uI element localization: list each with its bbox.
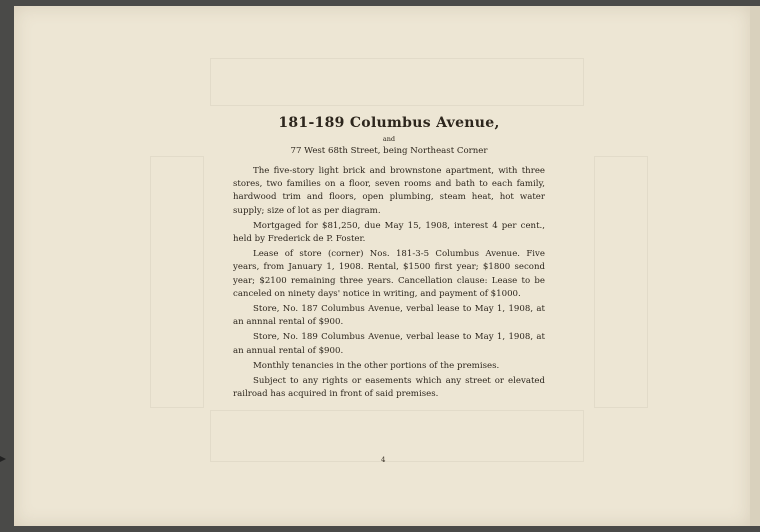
property-title: 181-189 Columbus Avenue,: [278, 115, 500, 131]
document-page: [14, 6, 750, 526]
paragraph-store-187: Store, No. 187 Columbus Avenue, verbal lease to May 1, 1908, at an annnal rental of $900.: [233, 304, 545, 328]
page-number: 4: [381, 456, 386, 464]
paragraph-easements: Subject to any rights or easements which any street or elevated railroad has acquired in front of said premises.: [233, 376, 545, 400]
bleed-through-frame: [210, 410, 584, 462]
title-connector: and: [382, 135, 396, 143]
bleed-through-frame: [594, 156, 648, 408]
margin-tick-mark: [0, 456, 6, 462]
page-edge: [750, 6, 760, 526]
paragraph-corner-lease: Lease of store (corner) Nos. 181-3-5 Columbus Avenue. Five years, from January 1, 1908. Rental, $1500 first year; $1800 second year; $2100 remaining three years. Cancellation clause: Lease to be canceled on ninety days' notice in writing, and payment of $1000.: [233, 249, 545, 299]
document-body: [233, 114, 545, 403]
paragraph-mortgage: Mortgaged for $81,250, due May 15, 1908, interest 4 per cent., held by Frederick de P. Foster.: [233, 220, 545, 245]
property-subtitle: 77 West 68th Street, being Northeast Corner: [290, 146, 488, 156]
paragraph-description: The five-story light brick and brownstone apartment, with three stores, two families on a floor, seven rooms and bath to each family, hardwood trim and floors, open plumbing, steam heat, hot water supply; size of lot as per diagram.: [233, 166, 545, 216]
bleed-through-frame: [210, 58, 584, 106]
paragraph-tenancies: Monthly tenancies in the other portions of the premises.: [253, 360, 500, 371]
bleed-through-frame: [150, 156, 204, 408]
paragraph-store-189: Store, No. 189 Columbus Avenue, verbal lease to May 1, 1908, at an annual rental of $900.: [233, 332, 545, 356]
